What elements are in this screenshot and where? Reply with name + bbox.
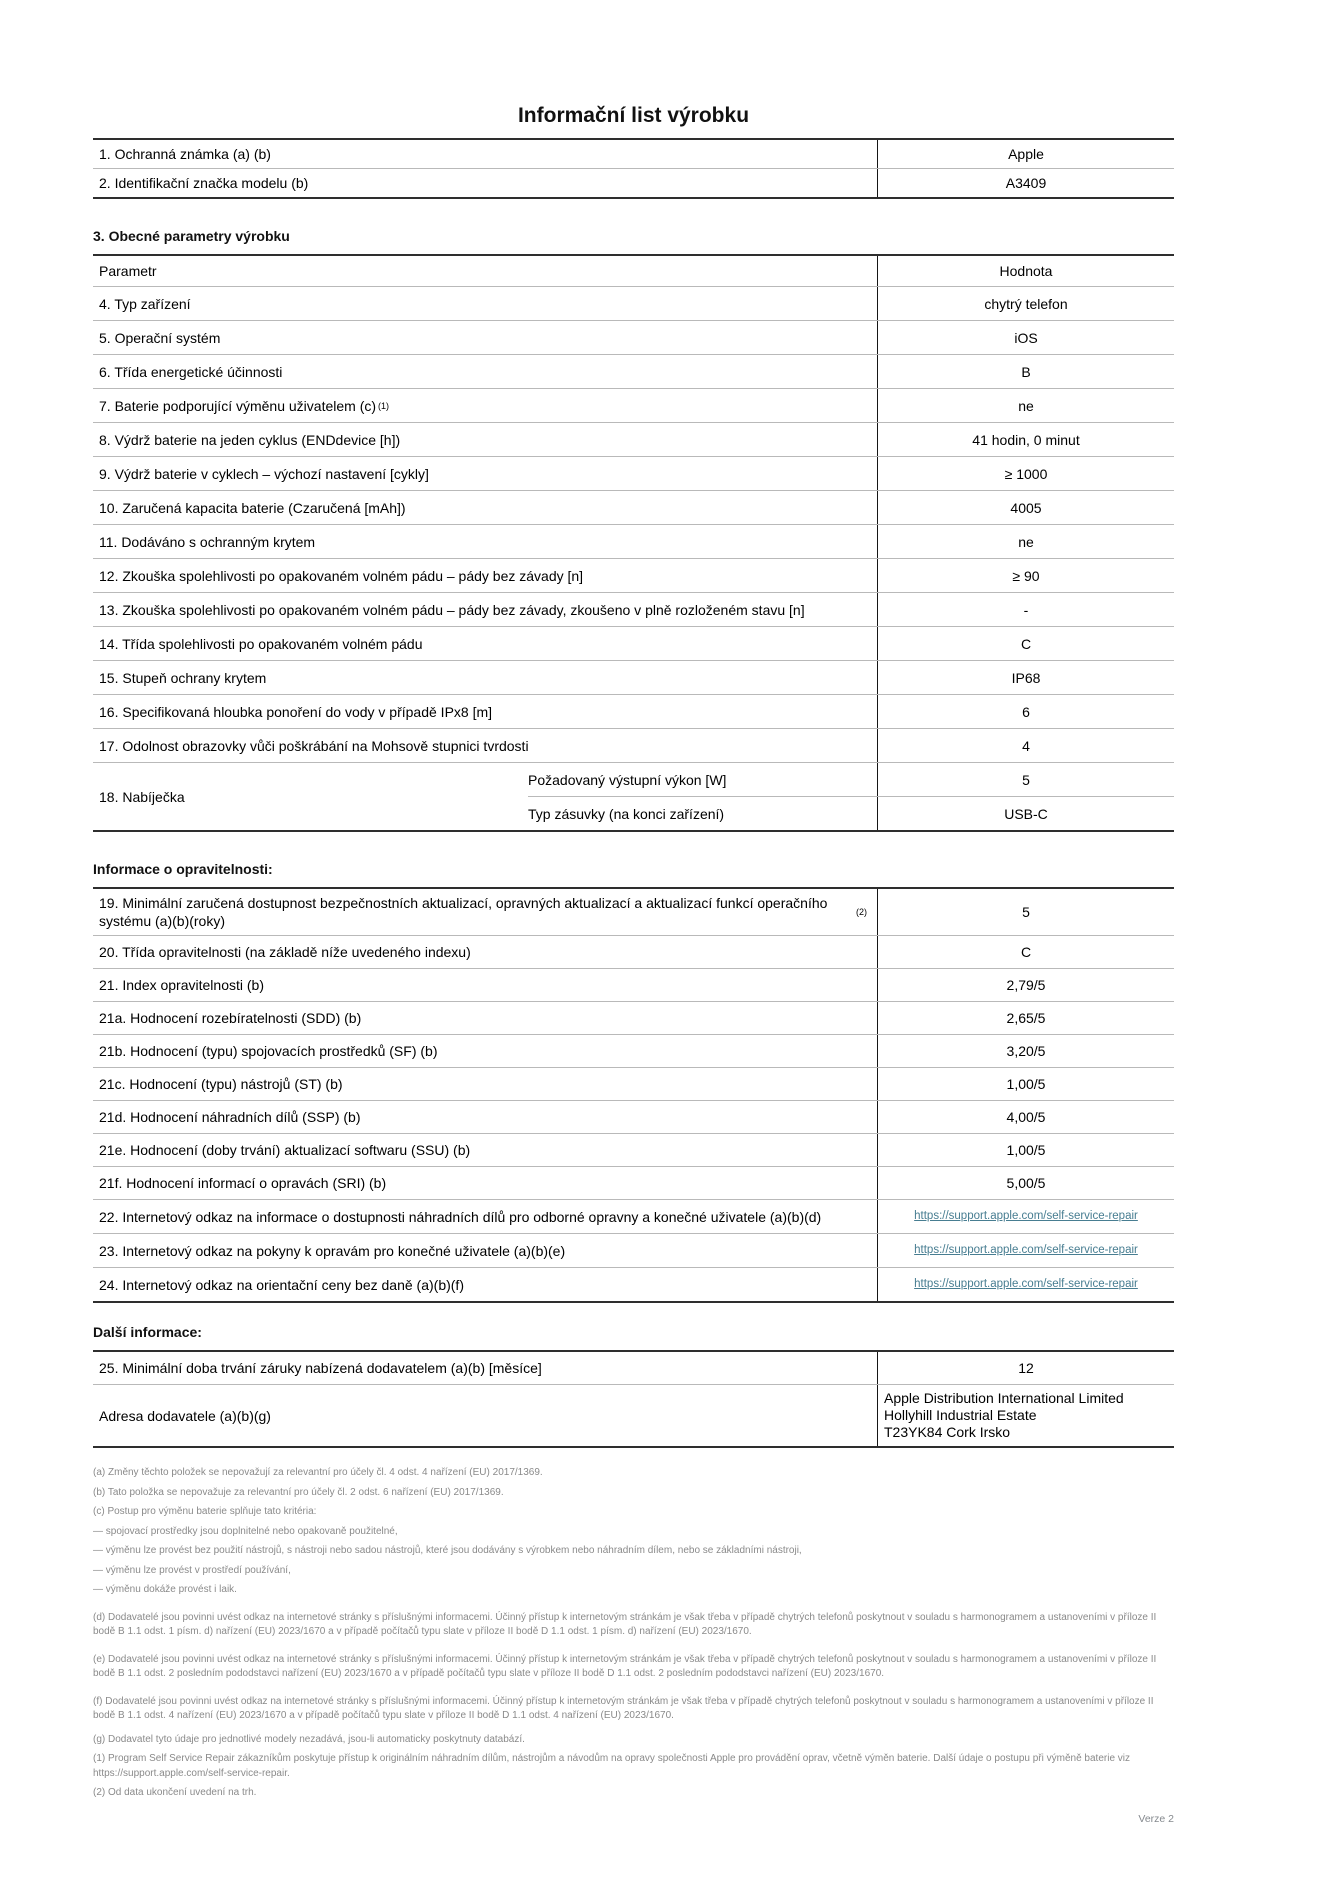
sub-row-value: 5 [877,763,1174,796]
footnote: (g) Dodavatel tyto údaje pro jednotlivé modely nezadává, jsou-li automaticky poskytnuty databází. [93,1733,525,1745]
footnote: (c) Postup pro výměnu baterie splňuje tato kritéria: [93,1506,317,1517]
row-value: 2,65/5 [877,1002,1174,1034]
table-row [93,1199,1174,1233]
section-heading-additional-info: Další informace: [93,1324,202,1340]
footnote: (d) Dodavatelé jsou povinni uvést odkaz na internetové stránky s příslušnými informacemi. Účinný přístup k internetovým stránkám je však třeba v případě chytrých telefonů poskytnout v souladu s harmonogramem a ustanoveními v příloze II bodě B 1.1 odst. 1 písm. d) nařízení (EU) 2023/1670 a v případě počítačů typu slate v příloze II bodě D 1.1 odst. 1 písm. d) nařízení (EU) 2023/1670. [93,1611,1157,1637]
footnote: — výměnu lze provést v prostředí používání, [93,1564,291,1576]
row-value: 12 [877,1352,1174,1384]
row-value: 4 [877,729,1174,762]
charger-sub-table [528,763,1174,830]
row-label: 9. Výdrž baterie v cyklech – výchozí nastavení [cykly] [99,465,429,482]
row-label: 20. Třída opravitelnosti (na základě níže uvedeného indexu) [99,944,471,960]
row-label: 25. Minimální doba trvání záruky nabízená dodavatelem (a)(b) [měsíce] [99,1360,542,1376]
row-value: 1,00/5 [877,1068,1174,1100]
row-label: 7. Baterie podporující výměnu uživatelem (c) (1) [99,397,390,414]
address-line: Hollyhill Industrial Estate [884,1407,1037,1423]
row-value: 41 hodin, 0 minut [877,423,1174,456]
footnote: (f) Dodavatelé jsou povinni uvést odkaz na internetové stránky s příslušnými informacemi. Účinný přístup k internetovým stránkám je však třeba v případě chytrých telefonů poskytnout v souladu s harmonogramem a ustanoveními v příloze II bodě B 1.1 odst. 4 nařízení (EU) 2023/1670 a v případě počítačů typu slate v příloze II bodě D 1.1 odst. 4 nařízení (EU) 2023/1670. [93,1695,1154,1721]
footnotes [93,1466,1174,1801]
row-label-text: 19. Minimální zaručená dostupnost bezpečnostních aktualizací, opravných aktualizací a aktualizací funkcí operačního systému (a)(b)(roky) [99,895,828,929]
row-label: 5. Operační systém [99,329,221,346]
row-label: 19. Minimální zaručená dostupnost bezpečnostních aktualizací, opravných aktualizací a aktualizací funkcí operačního systému (a)(b)(roky) (2) [99,895,867,929]
column-header-parameter: Parametr [99,263,157,279]
row-label-text: 7. Baterie podporující výměnu uživatelem (c) [99,397,377,414]
supplier-address-row [93,1384,1174,1446]
row-value: C [877,627,1174,660]
table-row [93,592,1174,626]
row-value: 4,00/5 [877,1101,1174,1133]
table-row [93,354,1174,388]
row-label: 6. Třída energetické účinnosti [99,363,283,380]
row-label: 22. Internetový odkaz na informace o dostupnosti náhradních dílů pro odborné opravny a konečné uživatele (a)(b)(d) [99,1208,822,1225]
row-label: 21. Index opravitelnosti (b) [99,977,264,993]
row-label: 4. Typ zařízení [99,295,191,312]
row-value: 3,20/5 [877,1035,1174,1067]
sub-row-label: Typ zásuvky (na konci zařízení) [528,805,725,822]
table-row [93,626,1174,660]
row-label: Adresa dodavatele (a)(b)(g) [99,1407,271,1424]
row-value: B [877,355,1174,388]
row-value: ne [877,389,1174,422]
sub-row-value: USB-C [877,797,1174,830]
charger-sub-row [528,763,1174,796]
row-label: 14. Třída spolehlivosti po opakovaném volném pádu [99,635,423,652]
spare-parts-link[interactable]: https://support.apple.com/self-service-repair [914,1210,1138,1222]
row-value [877,1385,1174,1446]
footnote: — výměnu lze provést bez použití nástrojů, s nástroji nebo sadou nástrojů, které jsou dodávány s výrobkem nebo náhradním dílem, nebo se základními nástroji, [93,1545,802,1556]
row-value: - [877,593,1174,626]
table-row [93,558,1174,592]
row-label: 2. Identifikační značka modelu (b) [99,175,309,191]
table-row [93,524,1174,558]
row-value: 5,00/5 [877,1167,1174,1199]
row-value: 6 [877,695,1174,728]
table-row [93,456,1174,490]
row-label: 21c. Hodnocení (typu) nástrojů (ST) (b) [99,1076,343,1092]
row-label: 8. Výdrž baterie na jeden cyklus (ENDdevice [h]) [99,431,401,448]
charger-sub-row [528,796,1174,830]
row-value: 1,00/5 [877,1134,1174,1166]
table-row [93,694,1174,728]
table-row [93,168,1174,197]
table-row [93,889,1174,935]
row-label: 18. Nabíječka [99,788,185,805]
version-label: Verze 2 [1138,1812,1174,1825]
table-row [93,1034,1174,1067]
footnote: (a) Změny těchto položek se nepovažují za relevantní pro účely čl. 4 odst. 4 nařízení (EU) 2017/1369. [93,1467,543,1478]
row-label: 21e. Hodnocení (doby trvání) aktualizací softwaru (SSU) (b) [99,1142,471,1158]
indicative-prices-link[interactable]: https://support.apple.com/self-service-repair [914,1278,1138,1290]
row-value: 5 [877,889,1174,935]
section-heading-repairability: Informace o opravitelnosti: [93,861,273,877]
column-header-value: Hodnota [877,256,1174,286]
footnote: (2) Od data ukončení uvedení na trh. [93,1787,257,1798]
table-row [93,1100,1174,1133]
row-value: 2,79/5 [877,969,1174,1001]
row-label: 1. Ochranná známka (a) (b) [99,146,271,162]
section-heading-general-parameters: 3. Obecné parametry výrobku [93,228,290,244]
table-row [93,968,1174,1001]
row-value: C [877,936,1174,968]
identification-table [93,138,1174,199]
table-row [93,1352,1174,1384]
table-row [93,1233,1174,1267]
table-row [93,728,1174,762]
row-label: 21d. Hodnocení náhradních dílů (SSP) (b) [99,1109,361,1125]
footnote: — výměnu dokáže provést i laik. [93,1584,237,1595]
row-value: ≥ 1000 [877,457,1174,490]
row-label: 23. Internetový odkaz na pokyny k opravám pro konečné uživatele (a)(b)(e) [99,1242,566,1259]
row-value [877,1234,1174,1267]
supplier-address [884,1390,1124,1441]
row-value: chytrý telefon [877,287,1174,320]
row-label: 10. Zaručená kapacita baterie (Czaručená [mAh]) [99,499,406,516]
row-value [877,1200,1174,1233]
footnote: — spojovací prostředky jsou doplnitelné nebo opakovaně použitelné, [93,1525,398,1537]
general-parameters-table [93,254,1174,832]
row-label: 21a. Hodnocení rozebíratelnosti (SDD) (b) [99,1010,362,1026]
row-label: 12. Zkouška spolehlivosti po opakovaném volném pádu – pády bez závady [n] [99,567,584,584]
row-value: iOS [877,321,1174,354]
table-row [93,1067,1174,1100]
table-row [93,422,1174,456]
row-label: 21f. Hodnocení informací o opravách (SRI) (b) [99,1175,387,1191]
row-label: 11. Dodáváno s ochranným krytem [99,533,316,550]
row-label: 17. Odolnost obrazovky vůči poškrábání na Mohsově stupnici tvrdosti [99,737,529,754]
repair-instructions-link[interactable]: https://support.apple.com/self-service-repair [914,1244,1138,1256]
table-row [93,1267,1174,1301]
table-row [93,1166,1174,1199]
row-label: 21b. Hodnocení (typu) spojovacích prostředků (SF) (b) [99,1043,438,1059]
table-row [93,388,1174,422]
table-row [93,660,1174,694]
table-header-row [93,256,1174,286]
address-line: Apple Distribution International Limited [884,1390,1124,1406]
row-label: 13. Zkouška spolehlivosti po opakovaném volném pádu – pády bez závady, zkoušeno v plně rozloženém stavu [n] [99,601,805,618]
table-row [93,140,1174,168]
sub-row-label: Požadovaný výstupní výkon [W] [528,771,727,788]
row-value: 4005 [877,491,1174,524]
table-row [93,490,1174,524]
row-value: Apple [877,140,1174,168]
row-value: ne [877,525,1174,558]
row-value: A3409 [877,169,1174,197]
address-line: T23YK84 Cork Irsko [884,1424,1011,1440]
table-row [93,1001,1174,1034]
additional-info-table [93,1350,1174,1448]
table-row [93,320,1174,354]
table-row [93,286,1174,320]
page-title: Informační list výrobku [517,104,750,127]
row-value: IP68 [877,661,1174,694]
charger-row [93,762,1174,830]
row-value [877,1268,1174,1301]
row-label: 24. Internetový odkaz na orientační ceny bez daně (a)(b)(f) [99,1276,464,1293]
table-row [93,1133,1174,1166]
row-label: 15. Stupeň ochrany krytem [99,669,267,686]
footnote: (e) Dodavatelé jsou povinni uvést odkaz na internetové stránky s příslušnými informacemi. Účinný přístup k internetovým stránkám je však třeba v případě chytrých telefonů poskytnout v souladu s harmonogramem a ustanoveními v příloze II bodě B 1.1 odst. 2 posledním pododstavci nařízení (EU) 2023/1670 a v případě počítačů typu slate v příloze II bodě D 1.1 odst. 2 posledním pododstavci nařízení (EU) 2023/1670. [93,1653,1157,1679]
footnote: (b) Tato položka se nepovažuje za relevantní pro účely čl. 2 odst. 6 nařízení (EU) 2017/1369. [93,1486,504,1498]
row-value: ≥ 90 [877,559,1174,592]
table-row [93,935,1174,968]
footnote: (1) Program Self Service Repair zákazníkům poskytuje přístup k originálním náhradním dílům, nástrojům a návodům na opravy společnosti Apple pro provádění oprav, včetně výměn baterie. Další údaje o postupu při výměně baterie viz https://support.apple.com/self-service-repair. [93,1753,1131,1779]
repairability-table [93,887,1174,1303]
row-label: 16. Specifikovaná hloubka ponoření do vody v případě IPx8 [m] [99,703,493,720]
